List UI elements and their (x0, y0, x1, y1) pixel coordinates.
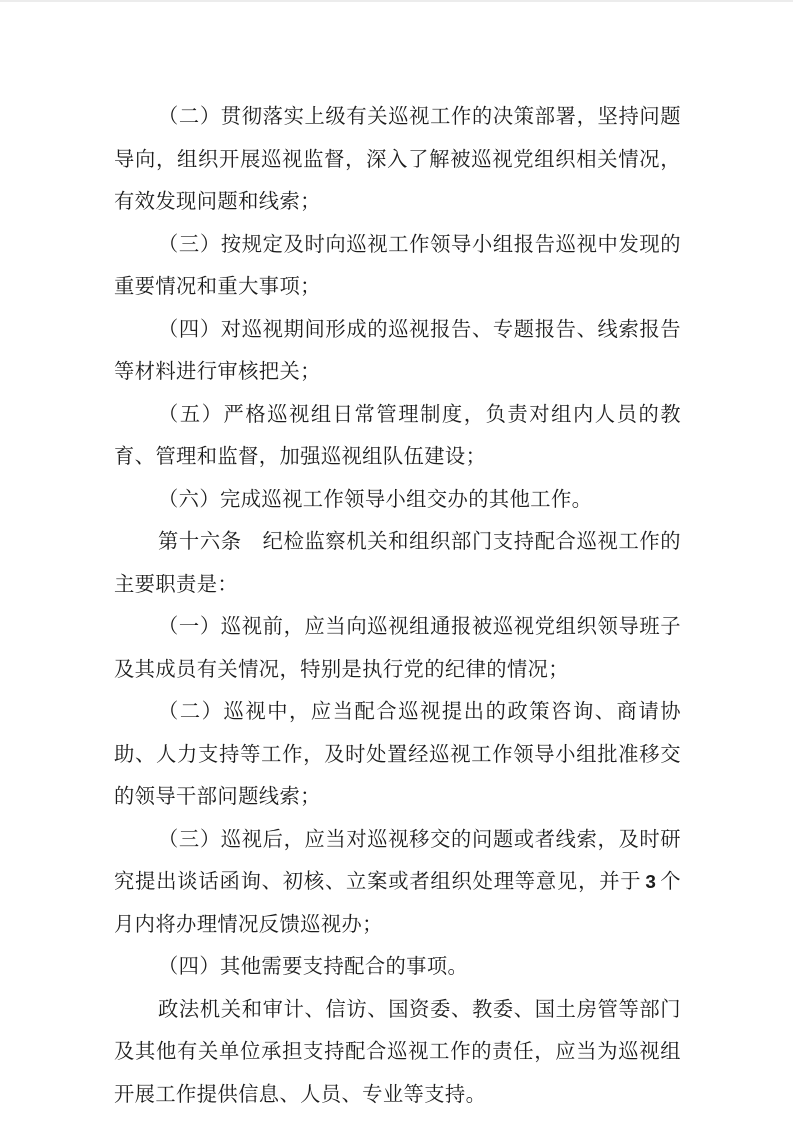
paragraph: （一）巡视前，应当向巡视组通报被巡视党组织领导班子及其成员有关情况，特别是执行党的纪律的情况； (114, 616, 681, 681)
document-body (114, 96, 681, 1116)
inline-number: 3 (645, 871, 656, 892)
paragraph: （三）巡视后，应当对巡视移交的问题或者线索，及时研究提出谈话函询、初核、立案或者组织处理等意见，并于 3 个月内将办理情况反馈巡视办； (114, 828, 681, 936)
paragraph: （四）其他需要支持配合的事项。 (158, 956, 469, 978)
paragraph: 第十六条 纪检监察机关和组织部门支持配合巡视工作的主要职责是： (114, 531, 681, 596)
paragraph: （二）巡视中，应当配合巡视提出的政策咨询、商请协助、人力支持等工作，及时处置经巡视工作领导小组批准移交的领导干部问题线索； (114, 701, 681, 808)
paragraph: （五）严格巡视组日常管理制度，负责对组内人员的教育、管理和监督，加强巡视组队伍建设； (114, 403, 681, 468)
paragraph: （三）按规定及时向巡视工作领导小组报告巡视中发现的重要情况和重大事项； (114, 233, 681, 298)
paragraph: 政法机关和审计、信访、国资委、教委、国土房管等部门及其他有关单位承担支持配合巡视工作的责任，应当为巡视组开展工作提供信息、人员、专业等支持。 (114, 998, 681, 1106)
paragraph: （四）对巡视期间形成的巡视报告、专题报告、线索报告等材料进行审核把关； (114, 318, 681, 383)
paragraph: （六）完成巡视工作领导小组交办的其他工作。 (158, 488, 593, 511)
paragraph: （二）贯彻落实上级有关巡视工作的决策部署，坚持问题导向，组织开展巡视监督，深入了解被巡视党组织相关情况，有效发现问题和线索； (114, 106, 681, 213)
